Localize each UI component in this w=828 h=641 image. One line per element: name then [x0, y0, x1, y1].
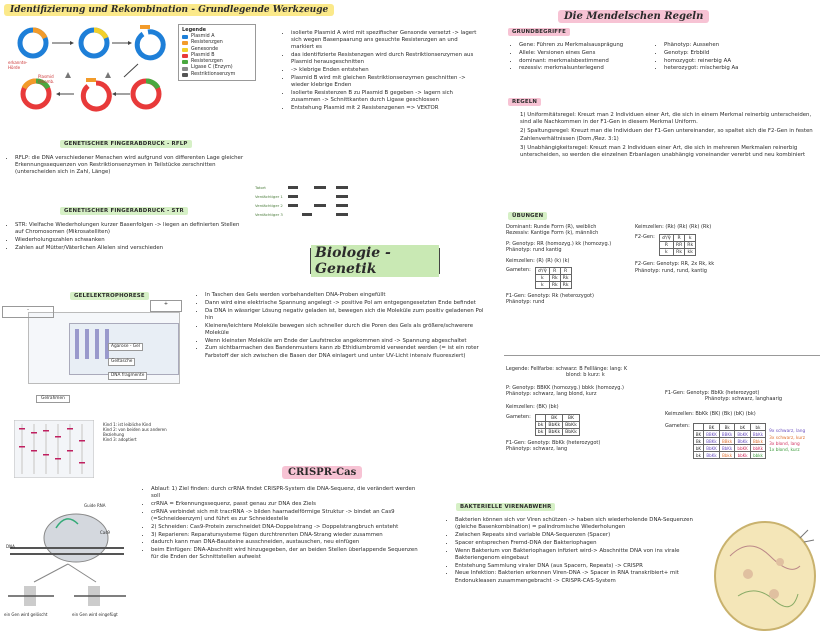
- label-gelrahmen: Gelrahmen: [36, 395, 70, 403]
- ex-line: P: Genotyp: RR (homozyg.) kk (homozyg.): [506, 240, 612, 247]
- gel-compare: [255, 185, 355, 225]
- ex-line: Gameten:: [665, 423, 690, 430]
- list-item: • 2) Schneiden: Cas9-Protein zerschneidet DNA-Doppelstrang -> Doppelstrangbruch entsteht: [151, 524, 422, 531]
- list-item: • crRNA verbindet sich mit tracrRNA -> bilden haarnadelförmige Struktur -> bindet an Cas9 (=Schneideenzym) und führt es zur Schneidestelle: [151, 509, 422, 523]
- crispr-label-cas: Cas9: [100, 530, 110, 535]
- begriffe-left: [510, 42, 650, 73]
- electrophoresis-title: GELELEKTROPHORESE: [70, 292, 149, 300]
- ex-line: Legende: Fellfarbe: schwarz: B Felllänge: lang: K: [506, 366, 628, 372]
- ex-line: F1-Gen: Genotyp: Rk (heterozygot): [506, 293, 594, 300]
- plus-pole: +: [150, 300, 182, 312]
- list-item: • dadurch kann man DNA-Bausteine ausschneiden, austauschen, neu einfügen: [151, 539, 422, 546]
- str-bullets: [6, 222, 246, 253]
- list-item: • Entstehung Sammlung viraler DNA (aus Spacern, Repeats) -> CRISPR: [455, 563, 698, 570]
- begriffe-right: [655, 42, 785, 73]
- gel-row-label: Tatort: [255, 185, 266, 190]
- legend-item: Resistenzgen: [182, 40, 252, 46]
- regeln-list: [520, 112, 820, 159]
- list-item: • Allele: Versionen eines Gens: [519, 50, 650, 57]
- exercise-4: [665, 390, 825, 459]
- legend-item: Genesonde: [182, 47, 252, 53]
- list-item: • Dann wird eine elektrische Spannung angelegt -> positive Pol am entgegengesetzten Ende befindet: [205, 300, 486, 307]
- ex-line: Gameten:: [506, 414, 531, 421]
- kinds-list: [103, 422, 188, 442]
- crispr-label-right: ein Gen wird eingefügt: [72, 612, 118, 617]
- electrophoresis-bullets: [196, 292, 486, 360]
- list-item: • Genotyp: Erbbild: [664, 50, 785, 57]
- ex-line: Keimzellen: (Rk) (Rk) (Rk) (Rk): [635, 224, 712, 230]
- crispr-bullets: [142, 486, 422, 562]
- list-item: • Zum sichtbarmachen des Bandenmusters kann zb Ethidiumbromid verwendet werden (= ist ein roter Farbstoff der sich zwischen die Basen der DNA einlagert und unter UV-Licht intensiv fluoresziert): [205, 345, 486, 359]
- legend-item: Ligase C (Enzym): [182, 65, 252, 71]
- page-title-box: [310, 245, 440, 277]
- ex-line: Keimzellen: (R) (R) (k) (k): [506, 257, 570, 264]
- gel-row-label: Verdächtiger 1: [255, 194, 283, 199]
- gel-bands: [288, 185, 353, 221]
- regel-item: 2) Spaltungsregel: Kreuzt man die Individuen der F1-Gen untereinander, so spaltet sich die F2-Gen in festen Zahlenverhältnissen (Dom./Rez. 3:1): [520, 128, 813, 142]
- uebungen-title: ÜBUNGEN: [508, 212, 547, 220]
- ex-line: F2-Gen: Genotyp: RR, 2x Rk, kk: [635, 261, 715, 268]
- list-item: • STR: Vielfache Wiederholungen kurzer Basenfolgen -> liegen an definierten Stellen auf Chromosomen (Mikrosatelliten): [15, 222, 246, 236]
- crispr-title: CRISPR-Cas: [282, 466, 362, 479]
- list-item: • das identifizierte Resistenzgen wird durch Restriktionsenzymen aus Plasmid herausgeschnitten: [291, 52, 482, 66]
- regel-item: 1) Uniformitätsregel: Kreuzt man 2 Individuen einer Art, die sich in einem Merkmal reinerbig unterscheiden, sind alle Nachkommen in der F1-Gen in diesem Merkmal Uniform.: [520, 112, 812, 126]
- divider: [504, 355, 820, 356]
- list-item: • Gene: Führen zu Merkmalsausprägung: [519, 42, 650, 49]
- ex-line: F1-Gen: Genotyp: BbKk (heterozygot): [665, 390, 760, 396]
- ex-line: P: Genotyp: BBKK (homozyg.) bbkk (homozyg.): [506, 384, 624, 391]
- list-item: • rezessiv: merkmalsunterlegend: [519, 65, 650, 72]
- begriffe-title: GRUNDBEGRIFFE: [508, 28, 570, 36]
- resistance-gene-arc: [33, 30, 45, 38]
- crispr-label-dna: DNA: [6, 544, 15, 549]
- exercise-3: [506, 366, 656, 453]
- punnett-square: ♂/♀ R R k Rk Rk k Rk Rk: [535, 267, 572, 289]
- list-item: • Wenn kleinsten Moleküle am Ende der Laufstrecke angekommen sind -> Spannung abgeschaltet: [205, 338, 486, 345]
- list-item: • 3) Reparieren: Reparatursysteme fügen durchtrennten DNA-Strang wieder zusammen: [151, 532, 422, 539]
- str-title: GENETISCHER FINGERABDRUCK - STR: [60, 207, 188, 215]
- list-item: • Entstehung Plasmid mit 2 Resistenzgenen => VEKTOR: [291, 105, 482, 112]
- list-item: • Neue Infektion: Bakterien erkennen Viren-DNA -> Spacer in RNA transkribiert+ mit Endonukleasen zusammengebracht -> CRISPR-CAS-System: [455, 570, 698, 584]
- bacterium-illustration: [708, 516, 822, 634]
- plasmid-diagram: [8, 22, 178, 114]
- list-item: • beim Einfügen: DNA-Abschnitt wird hinzugegeben, der an beiden Stellen überlappende Sequenzen für die Enden der Schnittstellen aufweist: [151, 547, 422, 561]
- ex-line: F2-Gen:: [635, 234, 655, 241]
- exercise-1: [506, 224, 624, 306]
- rflp-bullets: [6, 155, 246, 177]
- list-item: • Plasmid B wird mit gleichen Restriktionsenzymen geschnitten -> wieder klebrige Enden: [291, 75, 482, 89]
- ratios: 9x schwarz, lang 3x schwarz, kurz 3x blond, lang 1x blond, kurz: [769, 429, 806, 454]
- ex-line: Phänotyp: schwarz, lang: [506, 446, 568, 453]
- diagram-label-right: Plasmid rekomb.: [38, 74, 55, 84]
- label-dna: DNA fragmente: [108, 372, 147, 380]
- label-agarose: Agarose - Gel: [108, 343, 143, 351]
- kind-item: Kind 3: adoptiert: [103, 437, 137, 442]
- list-item: • Phänotyp: Aussehen: [664, 42, 785, 49]
- ex-line: blond: b kurz: k: [566, 372, 605, 379]
- regeln-title: REGELN: [508, 98, 541, 106]
- diagram-label-left: erkannte- Hörde: [8, 60, 28, 70]
- punnett-square: ♂/♀ R k R RR Rk k Rk kk: [659, 234, 696, 256]
- gel-apparatus: [28, 312, 180, 384]
- ex-line: Dominant: Runde Form (R), weiblich: [506, 224, 597, 230]
- ex-line: Phänotyp: rund, rund, kantig: [635, 267, 707, 274]
- page-title: Biologie - Genetik: [311, 245, 439, 277]
- ex-line: F1-Gen: Genotyp: BbKk (heterozygot): [506, 440, 601, 447]
- list-item: • homozygot: reinerbig AA: [664, 58, 785, 65]
- crispr-label-left: ein Gen wird gelöscht: [4, 612, 48, 617]
- minus-pole: -: [2, 306, 54, 318]
- list-item: • Isolierte Resistenzen B zu Plasmid B gegeben -> lagern sich zusammen -> Schnittkanten durch Ligase geschlossen: [291, 90, 482, 104]
- list-item: • Zahlen auf Mütter/Väterlichen Allelen sind verschieden: [15, 245, 246, 252]
- list-item: • RFLP: die DNA verschiedener Menschen wird aufgrund von differenten Lage gleicher Erkennungssequenzen von Restriktionsenzymen in Teilstücke zerschnitten (unterscheiden sich in Zahl, Länge): [15, 155, 246, 177]
- ex-line: Keimzellen: BbKk (BK) (Bk) (bK) (bk): [665, 410, 756, 417]
- legend-item: Restriktionsenzym: [182, 72, 252, 78]
- list-item: • Spacer entsprechen Fremd-DNA der Bakteriophagen: [455, 540, 698, 547]
- legend-title: Legende: [182, 27, 207, 33]
- list-item: • crRNA = Erkennungssequenz, passt genau zur DNA des Ziels: [151, 501, 422, 508]
- list-item: • Ablauf: 1) Ziel finden: durch crRNA findet CRISPR-System die DNA-Sequenz, die verändert werden soll: [151, 486, 422, 500]
- legend-item: Plasmid A: [182, 34, 252, 40]
- list-item: • Wenn Bakterium von Bakteriophagen infiziert wird-> Abschnitte DNA von ins virale Bakteriengenom eingebaut: [455, 548, 698, 562]
- legend-item: Resistenzgen: [182, 59, 252, 65]
- punnett-square: BK Bk bK bk BK BBKK BBKk BbKK BbKk Bk BBKk BBkk BbKk Bbkk bK BbKK BbKk bbKK bbKk bk BbKk Bbkk bbKk bbkk: [693, 423, 766, 459]
- gel-row-label: Verdächtiger 3: [255, 212, 283, 217]
- list-item: • Kleinere/leichtere Moleküle bewegen sich schneller durch die Poren des Gels als größere/schwerere Moleküle: [205, 323, 486, 337]
- list-item: • Wiederholungszahlen schwanken: [15, 237, 246, 244]
- punnett-square: BK BK bk BbKk BbKk bk BbKk BbKk: [535, 414, 580, 436]
- gel-result: [14, 420, 94, 478]
- regel-item: 3) Unabhängigkeitsregel: Kreuzt man 2 Individuen einer Art, die sich in mehreren Merkmalen reinerbig unterscheiden, so werden die einzelnen Erbanlagen unabhängig voneinander vererbt und neu kombiniert: [520, 144, 806, 159]
- ex-line: Phänotyp: rund: [506, 299, 545, 306]
- list-item: • In Taschen des Gels werden vorbehandelten DNA-Proben eingefüllt: [205, 292, 486, 299]
- list-item: • Bakterien können sich vor Viren schützen -> haben sich wiederholende DNA-Sequenzen (gleiche Basenkombination) = palindromische Wiederholungen: [455, 517, 698, 531]
- ex-line: Phänotyp: schwarz, lang blond, kurz: [506, 391, 597, 398]
- ex-line: Gameten:: [506, 267, 531, 274]
- kind-item: Kind 2: von beiden aus anderen Beziehung: [103, 427, 167, 437]
- list-item: • Zwischen Repeats sind variable DNA-Sequenzen (Spacer): [455, 532, 698, 539]
- ex-line: Phänotyp: schwarz, langhaarig: [705, 396, 783, 403]
- crispr-label-guide: Guide RNA: [84, 503, 106, 508]
- legend-item: Plasmid B: [182, 53, 252, 59]
- plasmid-b-cut: [83, 83, 109, 109]
- bacteria-title: BAKTERIELLE VIRENABWEHR: [456, 503, 555, 511]
- legend-box: [178, 24, 256, 81]
- rflp-title: GENETISCHER FINGERABDRUCK - RFLP: [60, 140, 192, 148]
- list-item: • isolierte Plasmid A wird mit spezifischer Gensonde versetzt -> lagert sich wegen Basenpaarung ans gesuchte Resistenzgen an und markiert es: [291, 30, 482, 52]
- list-item: • Da DNA in wässriger Lösung negativ geladen ist, bewegen sich die Moleküle zum positiv geladenen Pol hin: [205, 308, 486, 322]
- restriction-bullets: [282, 30, 482, 113]
- list-item: • heterozygot: mischerbig Aa: [664, 65, 785, 72]
- label-geltasche: Geltasche: [108, 358, 135, 366]
- bacteria-bullets: [446, 517, 698, 585]
- gel-row-label: Verdächtiger 2: [255, 203, 283, 208]
- exercise-2: [635, 224, 785, 274]
- plasmid-a-cut: [137, 32, 163, 58]
- ex-line: Keimzellen: (BK) (bk): [506, 403, 559, 410]
- ex-line: Phänotyp: rund kantig: [506, 247, 562, 254]
- restriction-title: Identifizierung und Rekombination - Grundlegende Werkzeuge: [4, 4, 334, 16]
- mendel-title: Die Mendelschen Regeln: [558, 10, 709, 23]
- list-item: • dominant: merkmalsbestimmend: [519, 58, 650, 65]
- list-item: • -> klebrige Enden entstehen: [291, 67, 482, 74]
- ex-line: Rezessiv: Kantige Form (k), männlich: [506, 230, 599, 237]
- kind-item: Kind 1: ist leibliche Kind: [103, 422, 151, 427]
